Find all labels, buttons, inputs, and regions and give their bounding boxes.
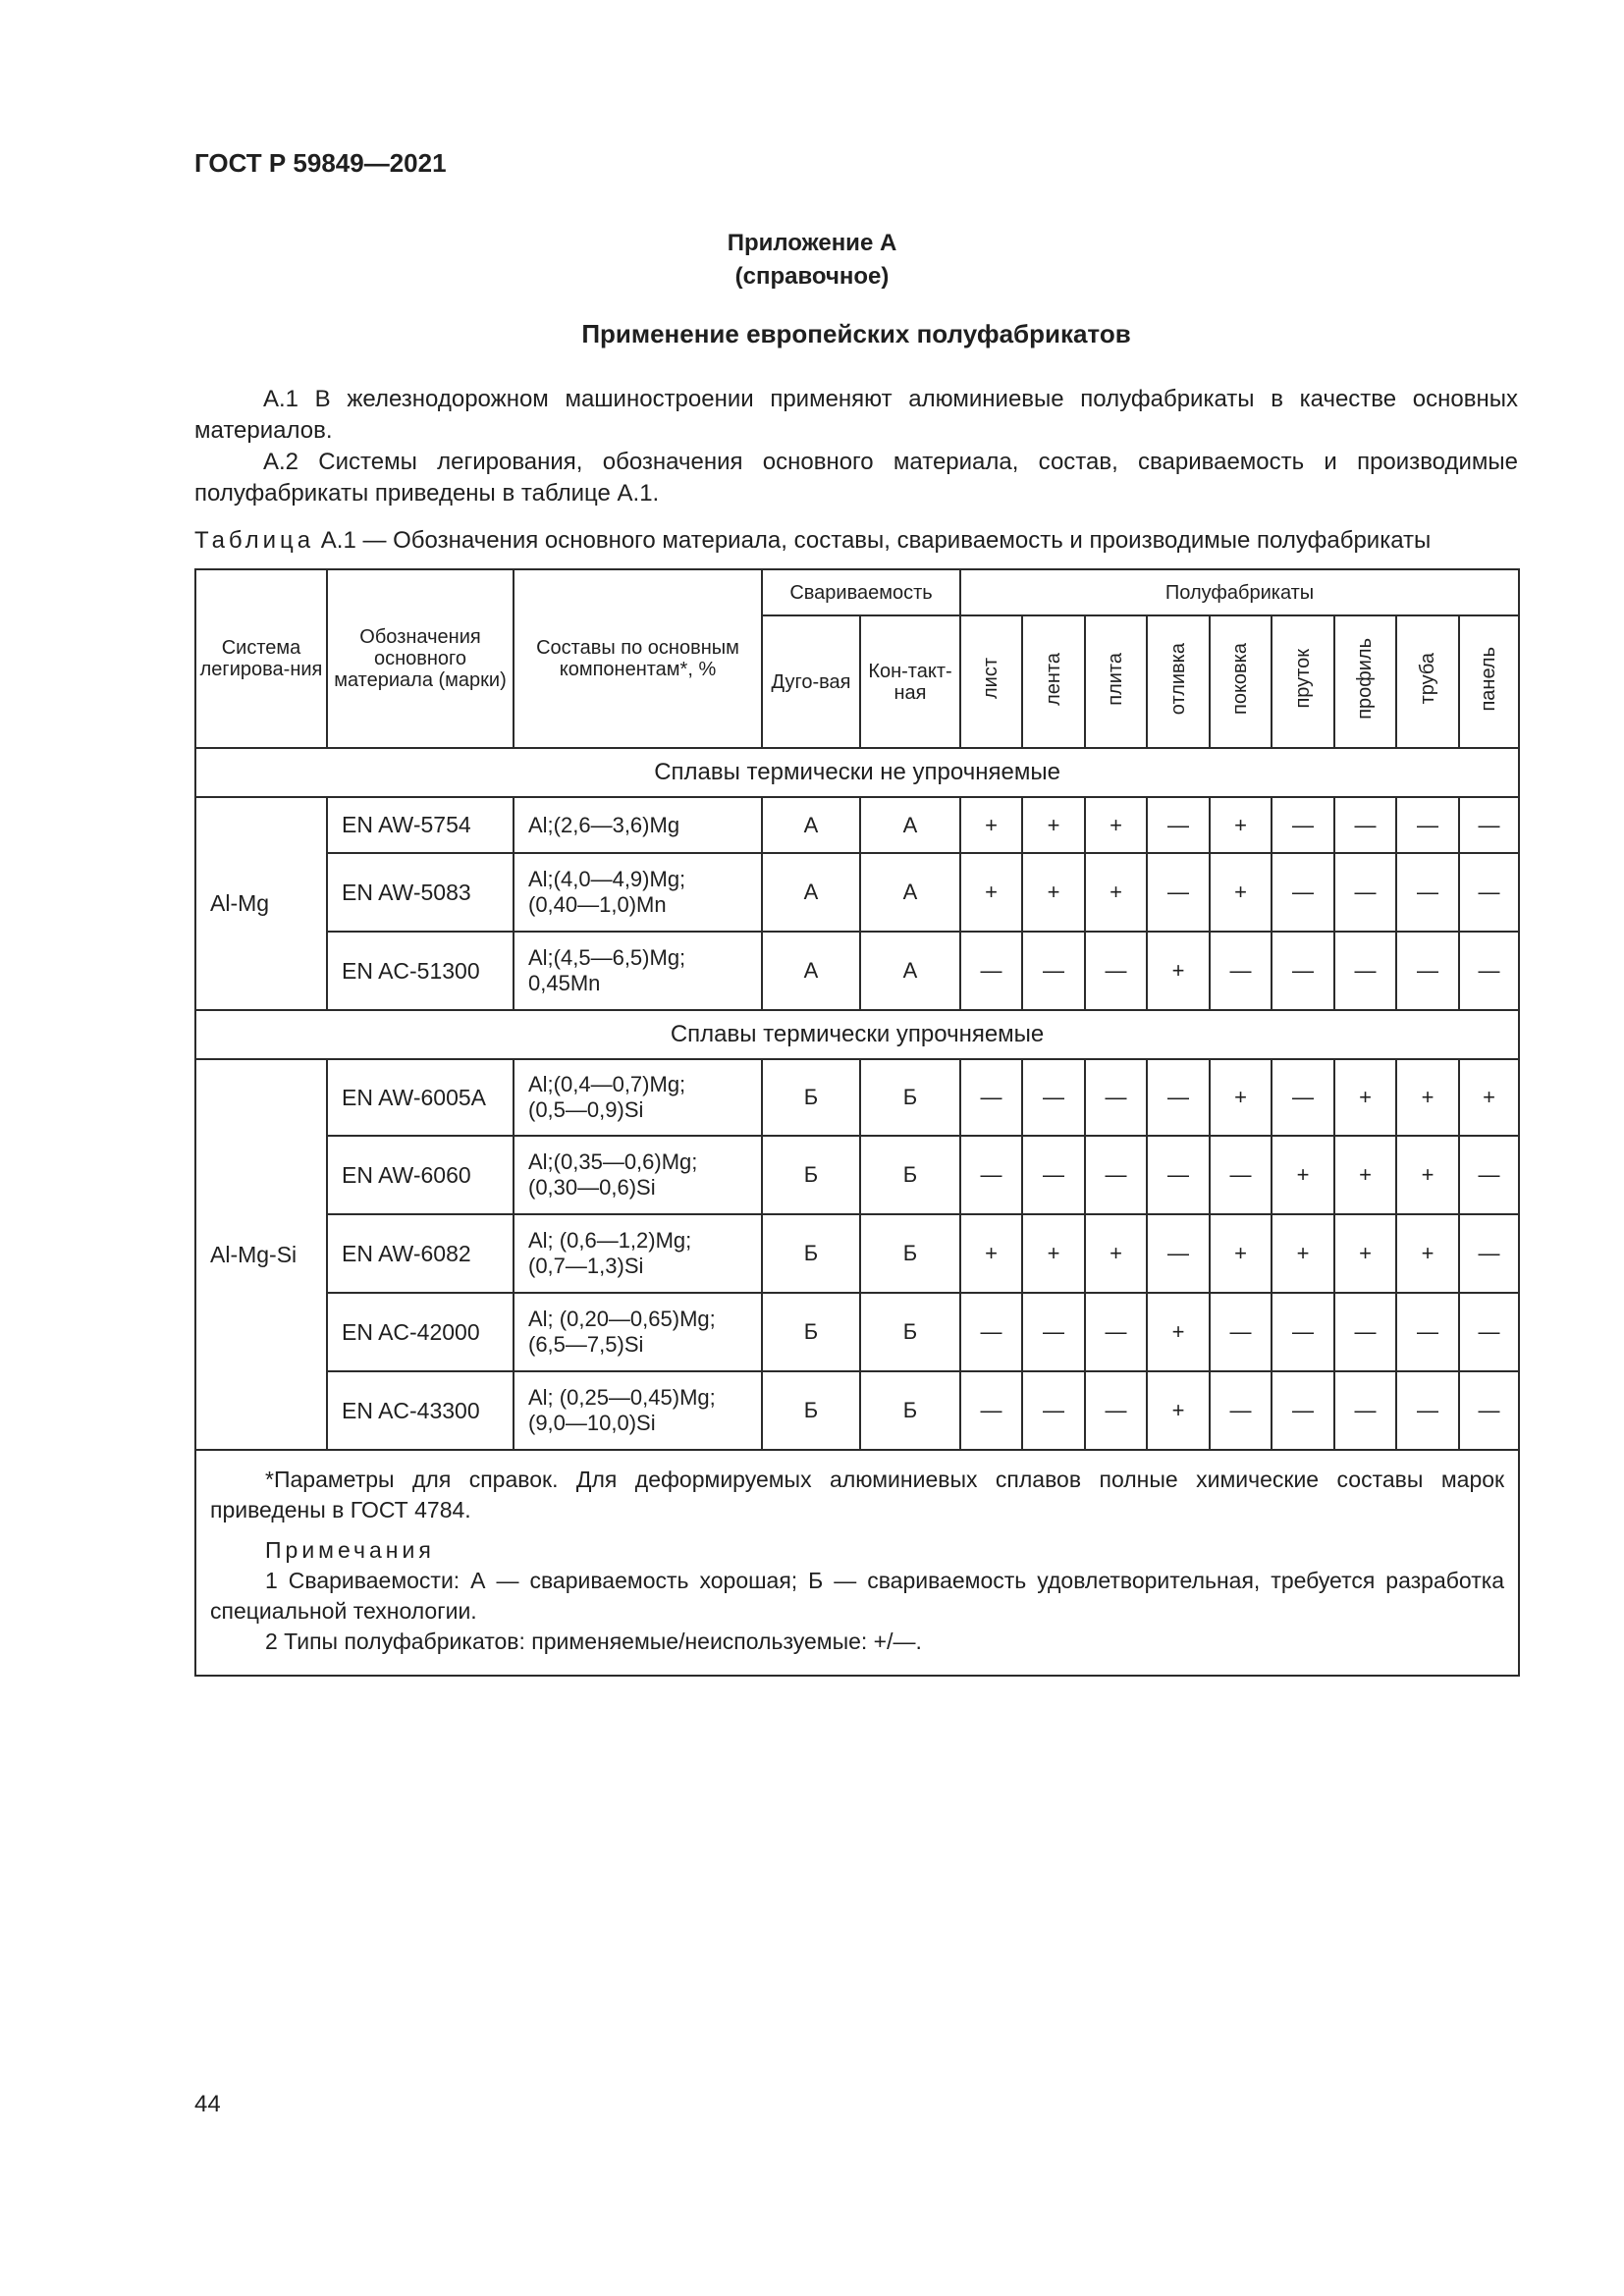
composition-line-2: (0,5—0,9)Si	[528, 1097, 644, 1122]
semi-product-mark: +	[1210, 1214, 1272, 1293]
contact-weldability-cell: Б	[860, 1293, 960, 1371]
grade-cell: EN AC-43300	[327, 1371, 514, 1450]
composition-line-2: 0,45Mn	[528, 971, 601, 995]
table-row	[195, 853, 1519, 932]
semi-product-mark: +	[1396, 1214, 1459, 1293]
semi-product-mark: —	[1272, 853, 1334, 932]
table-footer	[195, 1450, 1519, 1676]
header-type-sheet	[960, 615, 1022, 748]
composition-line-1: Al;(4,5—6,5)Mg;	[528, 945, 686, 970]
composition-line-2: (0,40—1,0)Mn	[528, 892, 667, 917]
semi-product-mark: —	[960, 1371, 1022, 1450]
semi-product-mark: +	[1210, 1059, 1272, 1136]
semi-product-mark: —	[1147, 1136, 1210, 1214]
semi-product-mark: +	[1147, 1371, 1210, 1450]
semi-product-mark: —	[1459, 797, 1519, 853]
semi-product-mark: —	[1085, 1371, 1147, 1450]
semi-product-mark: +	[1022, 1214, 1085, 1293]
composition-line-1: Al; (0,6—1,2)Mg;	[528, 1228, 692, 1253]
semi-product-mark: —	[1334, 1293, 1396, 1371]
semi-product-mark: —	[1272, 1059, 1334, 1136]
composition-line-1: Al;(4,0—4,9)Mg;	[528, 867, 686, 891]
header-weldability: Свариваемость	[762, 569, 960, 615]
section-title: Применение европейских полуфабрикатов	[581, 319, 1131, 348]
semi-product-mark: —	[1396, 932, 1459, 1010]
semi-product-mark: —	[960, 1059, 1022, 1136]
semi-product-mark: —	[1459, 1293, 1519, 1371]
semi-product-mark: +	[1085, 853, 1147, 932]
semi-product-mark: —	[960, 1293, 1022, 1371]
semi-product-mark: +	[1459, 1059, 1519, 1136]
semi-product-mark: —	[1272, 797, 1334, 853]
grade-cell: EN AW-6060	[327, 1136, 514, 1214]
contact-weldability-cell: А	[860, 853, 960, 932]
table-caption-word: Таблица	[194, 527, 315, 554]
semi-product-mark: —	[1334, 1371, 1396, 1450]
semi-product-mark: —	[1147, 1059, 1210, 1136]
semi-product-mark: +	[1396, 1059, 1459, 1136]
semi-product-mark: —	[1022, 1059, 1085, 1136]
table-row	[195, 1059, 1519, 1136]
header-type-tube	[1396, 615, 1459, 748]
semi-product-mark: —	[960, 932, 1022, 1010]
semi-product-mark: —	[1334, 932, 1396, 1010]
header-type-label: лист	[980, 658, 1001, 700]
semi-product-mark: —	[1396, 797, 1459, 853]
arc-weldability-cell: Б	[762, 1293, 860, 1371]
note-item: 1 Свариваемости: А — свариваемость хорошая; Б — свариваемость удовлетворительная, требуется разработка специальной технологии.	[210, 1568, 1505, 1624]
note-item: 2 Типы полуфабрикатов: применяемые/неиспользуемые: +/—.	[265, 1629, 922, 1654]
composition-cell	[514, 797, 762, 853]
arc-weldability-cell: Б	[762, 1136, 860, 1214]
semi-product-mark: —	[1210, 932, 1272, 1010]
semi-product-mark: —	[1334, 797, 1396, 853]
semi-product-mark: +	[1210, 797, 1272, 853]
composition-cell	[514, 1059, 762, 1136]
table-row	[195, 1214, 1519, 1293]
grade-cell: EN AW-5083	[327, 853, 514, 932]
header-type-forging	[1210, 615, 1272, 748]
appendix-title: Приложение А	[727, 230, 897, 256]
composition-cell	[514, 1293, 762, 1371]
semi-product-mark: +	[1272, 1136, 1334, 1214]
group-title: Сплавы термически не упрочняемые	[195, 748, 1519, 797]
header-type-label: поковка	[1229, 643, 1251, 715]
grade-cell: EN AC-42000	[327, 1293, 514, 1371]
semi-product-mark: —	[1085, 1293, 1147, 1371]
header-type-label: лента	[1042, 652, 1064, 706]
semi-product-mark: —	[1334, 853, 1396, 932]
header-type-casting	[1147, 615, 1210, 748]
composition-line-1: Al;(0,4—0,7)Mg;	[528, 1072, 686, 1096]
semi-product-mark: —	[1147, 1214, 1210, 1293]
semi-product-mark: +	[960, 1214, 1022, 1293]
semi-product-mark: —	[1459, 932, 1519, 1010]
arc-weldability-cell: А	[762, 853, 860, 932]
semi-product-mark: —	[1022, 1136, 1085, 1214]
header-type-label: труба	[1416, 653, 1438, 705]
table-caption	[194, 526, 1518, 556]
semi-product-mark: +	[1022, 853, 1085, 932]
composition-cell	[514, 1136, 762, 1214]
header-contact: Кон-такт-ная	[860, 615, 960, 748]
composition-line-2: (6,5—7,5)Si	[528, 1332, 644, 1357]
header-semi-products: Полуфабрикаты	[960, 569, 1519, 615]
semi-product-mark: —	[1459, 1214, 1519, 1293]
header-type-label: панель	[1478, 646, 1500, 712]
header-composition: Составы по основным компонентам*, %	[514, 569, 762, 748]
contact-weldability-cell: Б	[860, 1371, 960, 1450]
composition-cell	[514, 1214, 762, 1293]
semi-product-mark: —	[1085, 1136, 1147, 1214]
header-type-label: отливка	[1166, 642, 1189, 716]
semi-product-mark: —	[960, 1136, 1022, 1214]
composition-line-1: Al;(2,6—3,6)Mg	[528, 812, 680, 837]
table-row	[195, 797, 1519, 853]
notes-title: Примечания	[265, 1537, 435, 1563]
grade-cell: EN AW-6005A	[327, 1059, 514, 1136]
table-caption-text: А.1 — Обозначения основного материала, составы, свариваемость и производимые полуфабрикаты	[314, 527, 1432, 554]
alloys-table	[194, 568, 1520, 1677]
table-row	[195, 1371, 1519, 1450]
composition-line-1: Al;(0,35—0,6)Mg;	[528, 1149, 698, 1174]
page-number: 44	[194, 2091, 221, 2117]
table-row	[195, 1293, 1519, 1371]
semi-product-mark: —	[1459, 1136, 1519, 1214]
composition-cell	[514, 932, 762, 1010]
grade-cell: EN AW-6082	[327, 1214, 514, 1293]
header-arc: Дуго-вая	[762, 615, 860, 748]
semi-product-mark: —	[1459, 853, 1519, 932]
table-row	[195, 932, 1519, 1010]
appendix-subtitle: (справочное)	[734, 263, 890, 290]
semi-product-mark: —	[1022, 1293, 1085, 1371]
semi-product-mark: +	[1334, 1059, 1396, 1136]
composition-line-1: Al; (0,25—0,45)Mg;	[528, 1385, 716, 1410]
group-row	[195, 1010, 1519, 1059]
arc-weldability-cell: Б	[762, 1059, 860, 1136]
semi-product-mark: —	[1210, 1371, 1272, 1450]
header-type-plate	[1085, 615, 1147, 748]
header-type-strip	[1022, 615, 1085, 748]
semi-product-mark: —	[1272, 1371, 1334, 1450]
header-designation: Обозначения основного материала (марки)	[327, 569, 514, 748]
footnote: *Параметры для справок. Для деформируемых алюминиевых сплавов полные химические составы марок приведены в ГОСТ 4784.	[210, 1467, 1505, 1522]
arc-weldability-cell: Б	[762, 1371, 860, 1450]
semi-product-mark: +	[1334, 1136, 1396, 1214]
semi-product-mark: +	[1085, 1214, 1147, 1293]
semi-product-mark: —	[1210, 1293, 1272, 1371]
header-type-label: профиль	[1354, 638, 1376, 720]
header-type-profile	[1334, 615, 1396, 748]
semi-product-mark: —	[1022, 1371, 1085, 1450]
contact-weldability-cell: Б	[860, 1059, 960, 1136]
header-type-label: плита	[1105, 652, 1126, 706]
composition-line-2: (0,7—1,3)Si	[528, 1254, 644, 1278]
group-row	[195, 748, 1519, 797]
semi-product-mark: —	[1085, 932, 1147, 1010]
semi-product-mark: —	[1085, 1059, 1147, 1136]
contact-weldability-cell: А	[860, 797, 960, 853]
paragraph-a2: А.2 Системы легирования, обозначения основного материала, состав, свариваемость и производимые полуфабрикаты приведены в таблице А.1.	[194, 449, 1518, 507]
contact-weldability-cell: Б	[860, 1136, 960, 1214]
alloy-system: Al-Mg-Si	[195, 1059, 327, 1450]
semi-product-mark: +	[1022, 797, 1085, 853]
semi-product-mark: +	[1396, 1136, 1459, 1214]
composition-line-2: (0,30—0,6)Si	[528, 1175, 656, 1200]
appendix-heading	[0, 227, 1624, 294]
header-type-label: пруток	[1291, 649, 1314, 709]
semi-product-mark: —	[1396, 1293, 1459, 1371]
header-system: Система легирова-ния	[195, 569, 327, 748]
table-row	[195, 1136, 1519, 1214]
semi-product-mark: +	[1210, 853, 1272, 932]
grade-cell: EN AC-51300	[327, 932, 514, 1010]
composition-line-2: (9,0—10,0)Si	[528, 1411, 656, 1435]
semi-product-mark: —	[1272, 932, 1334, 1010]
group-title: Сплавы термически упрочняемые	[195, 1010, 1519, 1059]
contact-weldability-cell: Б	[860, 1214, 960, 1293]
semi-product-mark: —	[1272, 1293, 1334, 1371]
composition-line-1: Al; (0,20—0,65)Mg;	[528, 1307, 716, 1331]
semi-product-mark: +	[960, 853, 1022, 932]
semi-product-mark: —	[1396, 853, 1459, 932]
table-footer-row	[195, 1450, 1519, 1676]
composition-cell	[514, 853, 762, 932]
document-code: ГОСТ Р 59849—2021	[194, 148, 447, 178]
semi-product-mark: —	[1210, 1136, 1272, 1214]
alloy-system: Al-Mg	[195, 797, 327, 1010]
arc-weldability-cell: Б	[762, 1214, 860, 1293]
arc-weldability-cell: А	[762, 797, 860, 853]
composition-cell	[514, 1371, 762, 1450]
semi-product-mark: +	[1272, 1214, 1334, 1293]
paragraph-a1: А.1 В железнодорожном машиностроении применяют алюминиевые полуфабрикаты в качестве основных материалов.	[194, 386, 1518, 444]
semi-product-mark: +	[1147, 1293, 1210, 1371]
semi-product-mark: —	[1459, 1371, 1519, 1450]
semi-product-mark: —	[1396, 1371, 1459, 1450]
semi-product-mark: +	[1085, 797, 1147, 853]
semi-product-mark: +	[1147, 932, 1210, 1010]
contact-weldability-cell: А	[860, 932, 960, 1010]
header-type-bar	[1272, 615, 1334, 748]
semi-product-mark: +	[1334, 1214, 1396, 1293]
semi-product-mark: —	[1147, 853, 1210, 932]
grade-cell: EN AW-5754	[327, 797, 514, 853]
semi-product-mark: —	[1147, 797, 1210, 853]
semi-product-mark: +	[960, 797, 1022, 853]
header-type-panel	[1459, 615, 1519, 748]
arc-weldability-cell: А	[762, 932, 860, 1010]
semi-product-mark: —	[1022, 932, 1085, 1010]
